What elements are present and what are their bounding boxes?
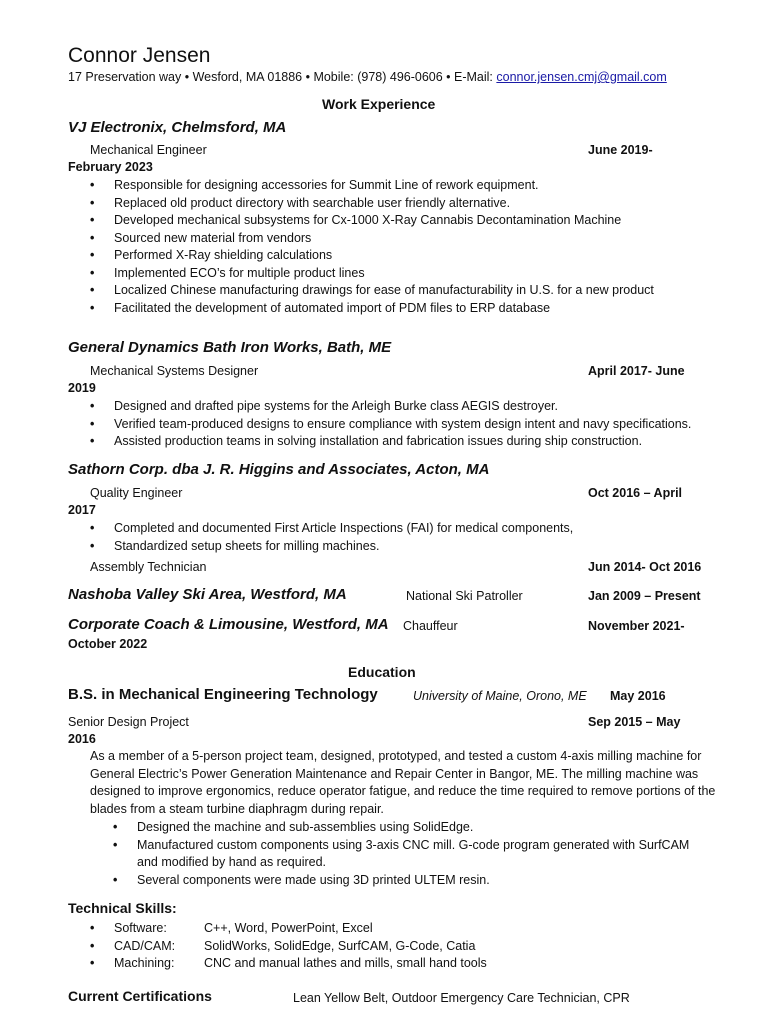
job-role: Quality Engineer [90, 486, 183, 500]
list-item: • Responsible for designing accessories for Summit Line of rework equipment. [90, 177, 654, 195]
job-dates-start: Jan 2009 – Present [588, 589, 701, 603]
skill-value: C++, Word, PowerPoint, Excel [204, 921, 373, 935]
list-item: • Sourced new material from vendors [90, 230, 654, 248]
candidate-name: Connor Jensen [68, 44, 211, 67]
project-bullets-extra [113, 872, 490, 890]
list-item [90, 920, 487, 938]
job-dates-end: February 2023 [68, 160, 153, 174]
job-dates-end: October 2022 [68, 637, 148, 651]
job-bullets [90, 177, 654, 317]
project-dates-start: Sep 2015 – May [588, 715, 681, 729]
list-item: • Assisted production teams in solving installation and fabrication issues during ship construction. [90, 433, 691, 451]
list-item: • Implemented ECO’s for multiple product lines [90, 265, 654, 283]
job-role: Mechanical Engineer [90, 143, 207, 157]
job-role-secondary: Assembly Technician [90, 560, 207, 574]
job-bullets [90, 398, 691, 451]
education-heading: Education [348, 664, 416, 680]
job-dates-start: Oct 2016 – April [588, 486, 683, 500]
list-item: • Localized Chinese manufacturing drawings for ease of manufacturability in U.S. for a new product [90, 282, 654, 300]
job-dates-end: 2017 [68, 503, 96, 517]
list-item [90, 938, 487, 956]
list-item: • Manufactured custom components using 3-axis CNC mill. G-code program generated with SurfCAM [113, 837, 689, 855]
list-item: • Designed and drafted pipe systems for the Arleigh Burke class AEGIS destroyer. [90, 398, 691, 416]
company-nashoba-valley: Nashoba Valley Ski Area, Westford, MA [68, 586, 347, 603]
job-dates-start: November 2021- [588, 619, 685, 633]
project-dates-end: 2016 [68, 732, 96, 746]
project-title: Senior Design Project [68, 715, 189, 729]
job-bullets [90, 520, 573, 555]
list-item [90, 955, 487, 973]
list-item: • Replaced old product directory with searchable user friendly alternative. [90, 195, 654, 213]
job-dates-secondary: Jun 2014- Oct 2016 [588, 560, 702, 574]
skills-list [90, 920, 487, 973]
skill-label: Machining: [114, 956, 175, 970]
list-item: • Designed the machine and sub-assemblies using SolidEdge. [113, 819, 689, 837]
list-item: • Developed mechanical subsystems for Cx-1000 X-Ray Cannabis Decontamination Machine [90, 212, 654, 230]
company-sathorn-corp: Sathorn Corp. dba J. R. Higgins and Associates, Acton, MA [68, 461, 490, 478]
list-item: • Verified team-produced designs to ensure compliance with system design intent and navy specifications. [90, 416, 691, 434]
list-item: • Performed X-Ray shielding calculations [90, 247, 654, 265]
job-role: Mechanical Systems Designer [90, 364, 259, 378]
project-description: As a member of a 5-person project team, designed, prototyped, and tested a custom 4-axis milling machine for General Electric’s Power Generation Maintenance and Repair Center in Bangor, ME. The milling machine was designed to improve ergonomics, reduce operator fatigue, and reduce the time required to remove portions of the blades from a steam turbine diaphragm during repair. [90, 749, 716, 816]
graduation-date: May 2016 [610, 689, 666, 703]
skills-heading: Technical Skills: [68, 900, 177, 916]
certifications-heading: Current Certifications [68, 988, 212, 1004]
project-bullet-continuation: and modified by hand as required. [137, 855, 327, 869]
job-dates-start: April 2017- June [588, 364, 685, 378]
company-corporate-coach: Corporate Coach & Limousine, Westford, MA [68, 616, 389, 633]
list-item: • Facilitated the development of automated import of PDM files to ERP database [90, 300, 654, 318]
job-dates-end: 2019 [68, 381, 96, 395]
job-role: National Ski Patroller [406, 589, 523, 603]
degree-title: B.S. in Mechanical Engineering Technology [68, 686, 378, 703]
email-link[interactable]: connor.jensen.cmj@gmail.com [496, 70, 667, 84]
school-name: University of Maine, Orono, ME [413, 689, 587, 703]
list-item: • Several components were made using 3D printed ULTEM resin. [113, 872, 490, 890]
company-general-dynamics: General Dynamics Bath Iron Works, Bath, ME [68, 339, 392, 356]
certifications-value: Lean Yellow Belt, Outdoor Emergency Care Technician, CPR [293, 991, 630, 1005]
work-experience-heading: Work Experience [322, 96, 436, 112]
skill-label: CAD/CAM: [114, 938, 176, 953]
contact-text: 17 Preservation way • Wesford, MA 01886 • Mobile: (978) 496-0606 • E-Mail: [68, 70, 497, 84]
job-role: Chauffeur [403, 619, 458, 633]
list-item: • Standardized setup sheets for milling machines. [90, 538, 573, 556]
skill-value: CNC and manual lathes and mills, small hand tools [204, 956, 487, 970]
skill-label: Software: [114, 921, 167, 935]
company-vj-electronix: VJ Electronix, Chelmsford, MA [68, 119, 287, 136]
job-dates-start: June 2019- [588, 143, 653, 157]
list-item: • Completed and documented First Article Inspections (FAI) for medical components, [90, 520, 573, 538]
project-bullets [113, 819, 689, 854]
contact-line [68, 69, 667, 87]
skill-value: SolidWorks, SolidEdge, SurfCAM, G-Code, Catia [204, 938, 476, 953]
